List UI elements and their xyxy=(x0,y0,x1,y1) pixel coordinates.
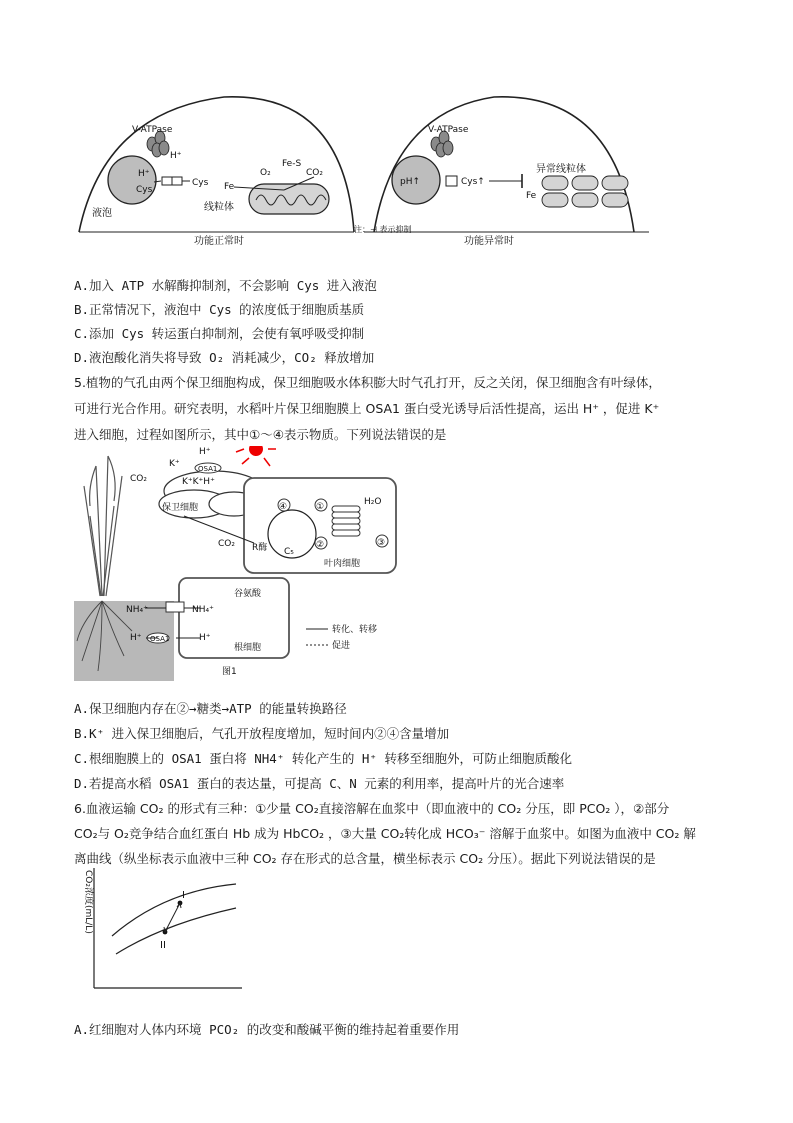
fig-top-mito: 线粒体 xyxy=(204,202,234,213)
q5-stem-line-2: 可进行光合作用。研究表明，水稻叶片保卫细胞膜上 OSA1 蛋白受光诱导后活性提高，运出 H⁺ ，促进 K⁺ xyxy=(74,401,660,416)
fig-mid-glutamate: 谷氨酸 xyxy=(234,589,262,599)
fig-bottom-point-2: II xyxy=(160,940,166,951)
fig-top-fe-left: Fe xyxy=(224,182,235,192)
q5-option-a: A.保卫细胞内存在②→糖类→ATP 的能量转换路径 xyxy=(74,701,347,716)
fig-mid-co2-left: CO₂ xyxy=(130,474,147,484)
fig-mid-osa1-root: OSA1 xyxy=(150,635,170,643)
q4-option-d: D.液泡酸化消失将导致 O₂ 消耗减少，CO₂ 释放增加 xyxy=(74,350,375,365)
fig-top-o2: O₂ xyxy=(260,168,271,178)
fig-top-vatpase-left: V-ATPase xyxy=(132,125,173,135)
fig-mid-legend-dotted: 促进 xyxy=(332,641,351,651)
q6-stem-line-2: CO₂与 O₂竞争结合血红蛋白 Hb 成为 HbCO₂ ，③大量 CO₂转化成 HCO₃⁻ 溶解于血浆中。如图为血液中 CO₂ 解 xyxy=(74,826,696,841)
fig-top-hplus-top: H⁺ xyxy=(170,151,182,161)
fig-top-co2: CO₂ xyxy=(306,168,323,178)
fig-top-fe-right: Fe xyxy=(526,191,537,201)
fig-top-ph: pH↑ xyxy=(400,177,421,187)
fig-mid-legend-solid: 转化、转移 xyxy=(332,625,378,635)
fig-mid-h-out: H⁺ xyxy=(130,633,142,643)
fig-mid-kk: K⁺K⁺H⁺ xyxy=(182,477,215,487)
fig-bottom-point-1: I xyxy=(182,890,185,901)
q6-stem-line-1: 6.血液运输 CO₂ 的形式有三种：①少量 CO₂直接溶解在血浆中（即血液中的 CO₂ 分压，即 PCO₂ ），②部分 xyxy=(74,801,670,816)
fig-top-cys-out: Cys xyxy=(192,178,209,188)
q4-option-c: C.添加 Cys 转运蛋白抑制剂，会使有氧呼吸受抑制 xyxy=(74,326,365,341)
fig-mid-root-cell: 根细胞 xyxy=(234,643,262,653)
fig-mid-h-in: H⁺ xyxy=(199,633,211,643)
q6-stem-line-3: 离曲线（纵坐标表示血液中三种 CO₂ 存在形式的总含量，横坐标表示 CO₂ 分压）。据此下列说法错误的是 xyxy=(74,851,656,866)
fig-top-abnormal-mito: 异常线粒体 xyxy=(536,164,586,175)
figure-osa1-rice xyxy=(74,446,404,681)
q4-option-a: A.加入 ATP 水解酶抑制剂，不会影响 Cys 进入液泡 xyxy=(74,278,377,293)
fig-mid-n3: ③ xyxy=(377,538,386,548)
fig-mid-co2-mid: CO₂ xyxy=(218,539,235,549)
fig-top-cys-in: Cys xyxy=(136,185,153,195)
fig-mid-n4: ④ xyxy=(279,502,288,512)
fig-top-note: 注：⊣ 表示抑制 xyxy=(354,225,412,234)
q5-option-c: C.根细胞膜上的 OSA1 蛋白将 NH4⁺ 转化产生的 H⁺ 转移至细胞外，可防止细胞质酸化 xyxy=(74,751,572,766)
figure-co2-dissociation-curve xyxy=(74,866,254,996)
fig-top-hplus-in: H⁺ xyxy=(138,169,150,179)
fig-mid-n2: ② xyxy=(316,540,325,550)
fig-mid-osa1: OSA1 xyxy=(198,465,218,473)
fig-bottom-ylabel: CO₂浓度(mL/L) xyxy=(83,870,93,934)
fig-mid-label: 图1 xyxy=(222,667,237,677)
fig-mid-kplus: K⁺ xyxy=(169,459,180,469)
q5-option-b: B.K⁺ 进入保卫细胞后，气孔开放程度增加，短时间内②④含量增加 xyxy=(74,726,450,741)
fig-mid-h2o: H₂O xyxy=(364,497,382,507)
fig-top-caption-right: 功能异常时 xyxy=(464,236,514,247)
fig-mid-mesophyll: 叶肉细胞 xyxy=(324,559,361,569)
fig-mid-rubisco: R酶 xyxy=(252,543,268,553)
q4-option-b: B.正常情况下，液泡中 Cys 的浓度低于细胞质基质 xyxy=(74,302,365,317)
fig-top-cys-right: Cys↑ xyxy=(461,177,485,187)
fig-top-vatpase-right: V-ATPase xyxy=(428,125,469,135)
fig-top-vacuole: 液泡 xyxy=(92,208,112,219)
fig-mid-nh4-out: NH₄⁺ xyxy=(126,605,148,615)
fig-top-caption-left: 功能正常时 xyxy=(194,236,244,247)
fig-mid-guard-cell: 保卫细胞 xyxy=(162,503,199,513)
q5-option-d: D.若提高水稻 OSA1 蛋白的表达量，可提高 C、N 元素的利用率，提高叶片的光合速率 xyxy=(74,776,565,791)
fig-mid-nh4-in: NH₄⁺ xyxy=(192,605,214,615)
fig-top-fes: Fe-S xyxy=(282,159,302,169)
fig-mid-n1: ① xyxy=(316,502,325,512)
fig-mid-hplus-top: H⁺ xyxy=(199,447,211,457)
figure-vacuole-mitochondria xyxy=(74,92,724,252)
q6-option-a: A.红细胞对人体内环境 PCO₂ 的改变和酸碱平衡的维持起着重要作用 xyxy=(74,1022,460,1037)
fig-mid-c5: C₅ xyxy=(284,547,294,557)
q5-stem-line-3: 进入细胞，过程如图所示，其中①～④表示物质。下列说法错误的是 xyxy=(74,427,447,442)
q5-stem-line-1: 5.植物的气孔由两个保卫细胞构成，保卫细胞吸水体积膨大时气孔打开，反之关闭，保卫细胞含有叶绿体， xyxy=(74,375,661,390)
